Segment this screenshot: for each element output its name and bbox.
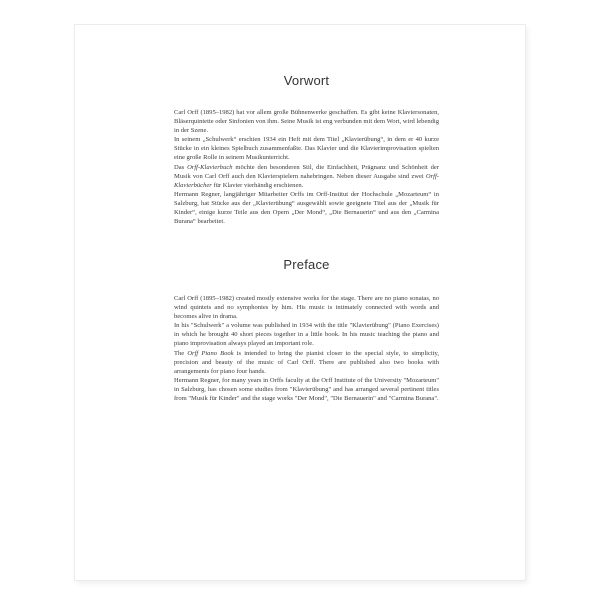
preface-paragraph-2: In his "Schulwerk" a volume was published in 1934 with the title "Klavierübung" (Piano Exercises) in which he brought 40 short pieces together in a little book. In his music teaching the piano and piano improvisation always played an important role. bbox=[174, 322, 439, 348]
vorwort-section bbox=[174, 73, 439, 226]
vorwort-paragraph-1: Carl Orff (1895–1982) hat vor allem große Bühnenwerke geschaffen. Es gibt keine Klaviersonaten, Bläserquintette oder Sinfonien von ihm. Seine Musik ist eng verbunden mit dem Wort, wird lebendig in der Szene. bbox=[174, 109, 439, 135]
preface-p3-title: Orff Piano Book bbox=[187, 349, 234, 357]
preface-p3-before: The bbox=[174, 349, 188, 357]
preface-paragraph-4: Hermann Regner, for many years in Orffs faculty at the Orff Institute of the University "Mozarteum" in Salzburg, has chosen some studies from "Klavierübung" and has arranged several pertinent titles from "Musik für Kinder" and the stage works "Der Mond", "Die Bernauerin" and "Carmina Burana". bbox=[174, 376, 439, 403]
preface-heading: Preface bbox=[283, 257, 330, 272]
vorwort-p3-title: Orff-Klavierbuch bbox=[187, 163, 233, 171]
preface-p3-after: is intended to bring the pianist closer to the special style, to simplicity, precision and beauty of the music of Carl Orff. There are published also two books with arrangements for piano four hands. bbox=[174, 349, 439, 375]
document-page bbox=[75, 25, 525, 580]
preface-paragraph-1: Carl Orff (1895–1982) created mostly extensive works for the stage. There are no piano sonatas, no wind quintets and no symphonies by him. His music is intimately connected with words and becomes alive in drama. bbox=[174, 295, 439, 321]
preface-section bbox=[174, 257, 439, 403]
vorwort-heading: Vorwort bbox=[283, 73, 330, 88]
vorwort-p3-before: Das bbox=[174, 163, 188, 171]
vorwort-p3-after: möchte den besonderen Stil, die Einfachheit, Prägnanz und Schönheit der Musik von Carl Orff auch den Klavierspielern nahebringen. Neben dieser Ausgabe sind zwei bbox=[174, 163, 440, 180]
vorwort-paragraph-2: In seinem „Schulwerk“ erschien 1934 ein Heft mit dem Titel „Klavierübung“, in dem er 40 kurze Stücke in ein kleines Spielbuch zusammenfaßte. Das Klavier und die Klavierimprovisation spielten eine große Rolle in seinem Musikunterricht. bbox=[174, 136, 439, 162]
vorwort-p3-end: für Klavier vierhändig erschienen. bbox=[211, 181, 304, 189]
vorwort-paragraph-4: Hermann Regner, langjähriger Mitarbeiter Orffs im Orff-Institut der Hochschule „Mozarteum“ in Salzburg, hat Stücke aus der „Klavierübung“ ausgewählt sowie geeignete Titel aus der „Musik für Kinder“, einige kurze Teile aus den Opern „Der Mond“, „Die Bernauerin“ und aus den „Carmina Burana“ bearbeitet. bbox=[174, 190, 439, 226]
vorwort-p3-title-2: Orff-Klavierbücher bbox=[174, 172, 439, 189]
vorwort-paragraph-3 bbox=[174, 163, 439, 190]
preface-paragraph-3 bbox=[174, 349, 439, 376]
